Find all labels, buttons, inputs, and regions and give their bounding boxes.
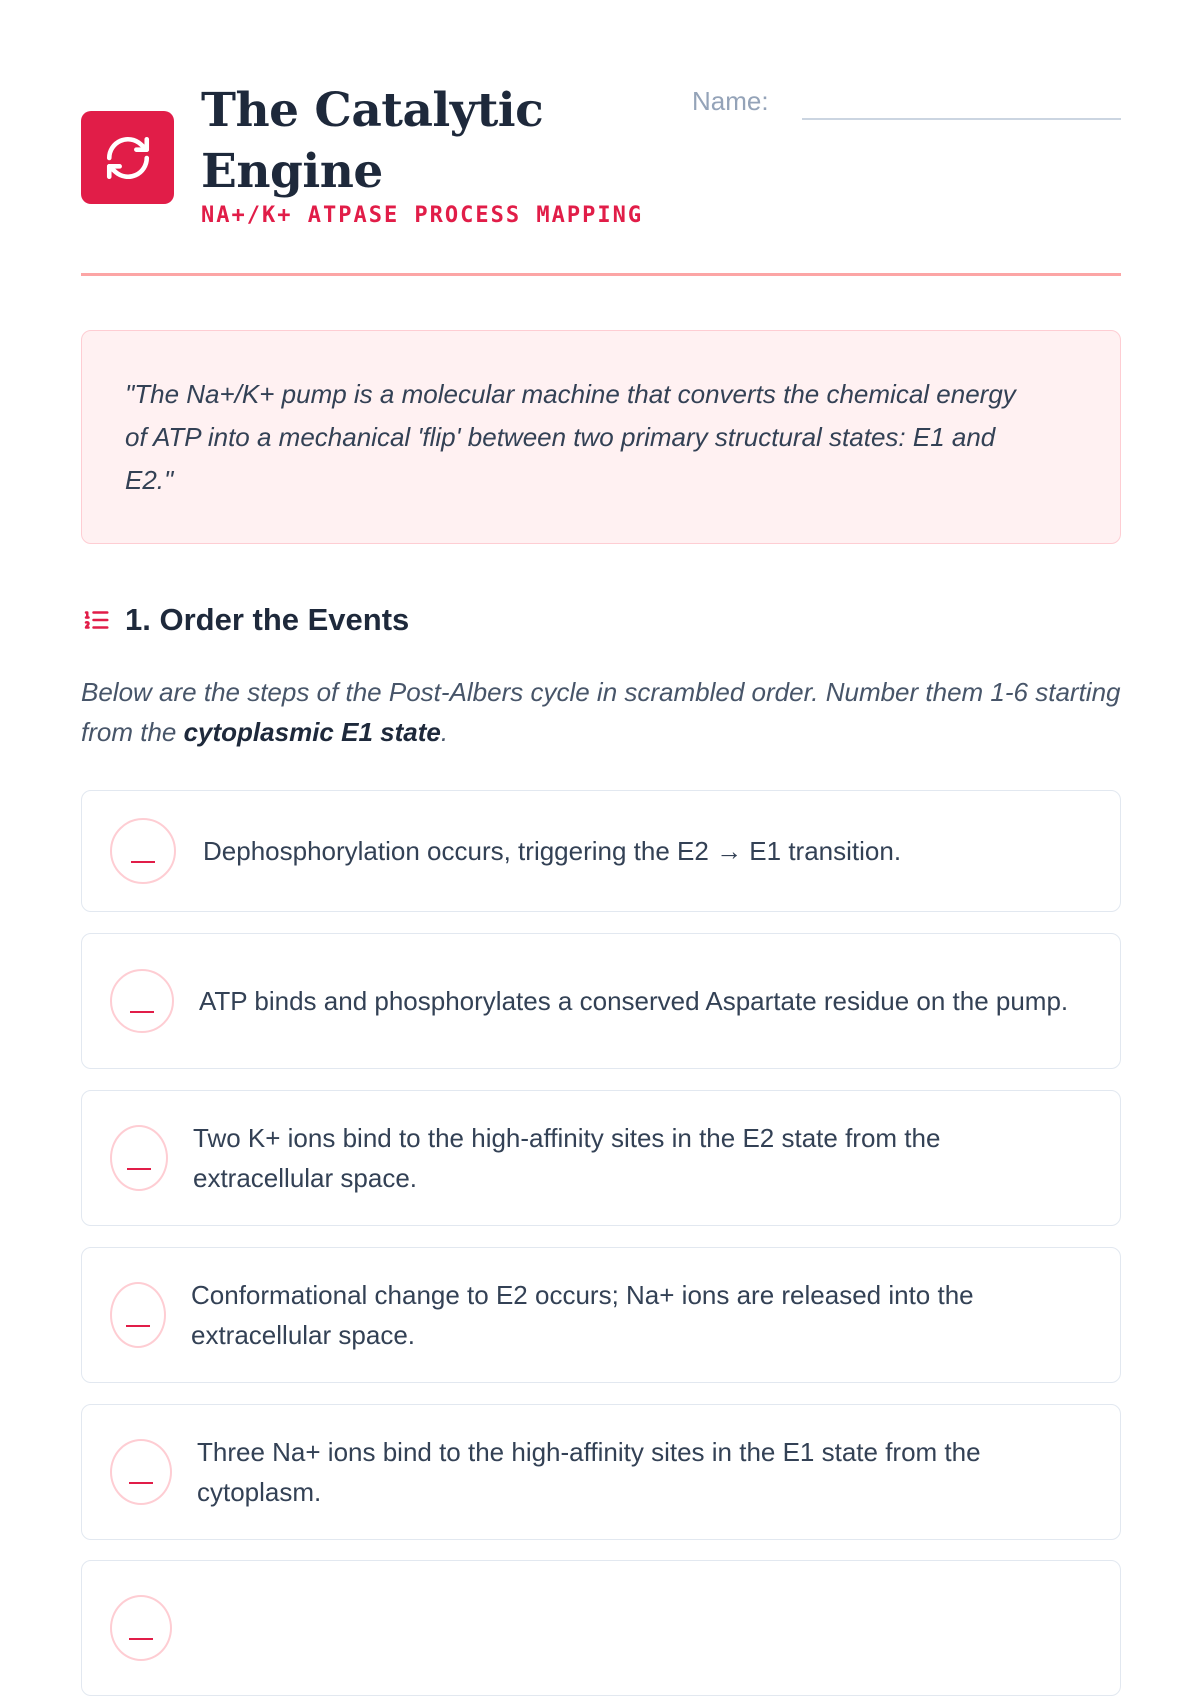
event-text: Conformational change to E2 occurs; Na+ ions are released into the extracellular space. bbox=[191, 1280, 974, 1350]
section-title: 1. Order the Events bbox=[125, 602, 410, 637]
name-field[interactable] bbox=[802, 118, 1121, 120]
order-number-input[interactable] bbox=[110, 1595, 172, 1661]
instructions-emphasis: cytoplasmic E1 state bbox=[183, 717, 441, 747]
instructions-end: . bbox=[440, 717, 449, 747]
page-title: The Catalytic Engine bbox=[201, 83, 544, 199]
event-card bbox=[81, 933, 1121, 1069]
order-number-input[interactable] bbox=[110, 1439, 172, 1505]
refresh-icon bbox=[103, 133, 153, 183]
event-card bbox=[81, 1090, 1121, 1226]
event-text: Three Na+ ions bind to the high-affinity sites in the E1 state from the cytoplasm. bbox=[197, 1437, 981, 1507]
event-text: ATP binds and phosphorylates a conserved Aspartate residue on the pump. bbox=[199, 986, 1069, 1016]
order-number-input[interactable] bbox=[110, 818, 176, 884]
order-number-input[interactable] bbox=[110, 1125, 168, 1191]
worksheet-header bbox=[81, 0, 1121, 276]
event-card-partial bbox=[81, 1560, 1121, 1696]
logo-badge bbox=[81, 111, 174, 204]
intro-quote: "The Na+/K+ pump is a molecular machine that converts the chemical energy of ATP into a mechanical 'flip' between two primary structural states: E1 and E2." bbox=[81, 330, 1121, 544]
name-label: Name: bbox=[692, 86, 769, 116]
order-number-input[interactable] bbox=[110, 1282, 166, 1348]
event-text: Two K+ ions bind to the high-affinity sites in the E2 state from the extracellular space. bbox=[193, 1123, 941, 1193]
ordered-list-icon bbox=[81, 605, 111, 635]
page-subtitle: NA+/K+ ATPASE PROCESS MAPPING bbox=[201, 203, 644, 228]
event-text: Dephosphorylation occurs, triggering the E2 → E1 transition. bbox=[203, 836, 902, 866]
section-header bbox=[81, 600, 409, 640]
worksheet-page bbox=[81, 0, 1121, 1507]
event-card bbox=[81, 1247, 1121, 1383]
order-number-input[interactable] bbox=[110, 969, 174, 1033]
event-card bbox=[81, 790, 1121, 912]
event-card bbox=[81, 1404, 1121, 1540]
instructions-text: Below are the steps of the Post-Albers cycle in scrambled order. Number them 1-6 starting from the bbox=[81, 677, 1121, 747]
section-instructions bbox=[81, 672, 1121, 752]
